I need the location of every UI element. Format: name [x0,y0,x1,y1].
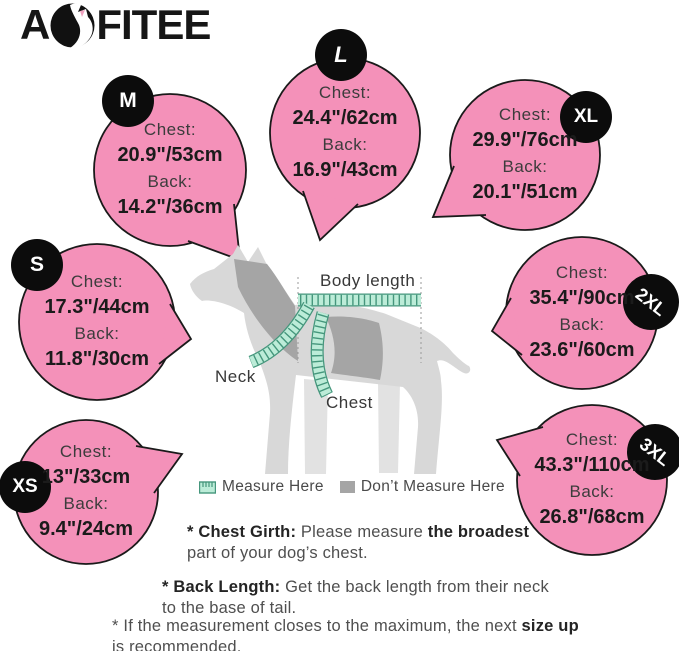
dont-measure-swatch-icon [340,481,355,493]
chest-label: Chest: [498,105,552,124]
note-text: * If the measurement closes to the maximum, the next [112,617,522,635]
note-back-length [162,577,550,619]
chest-label: Chest: [70,272,124,291]
back-value: 23.6"/60cm [529,339,635,361]
size-measurements [80,117,260,221]
back-label: Back: [63,494,109,513]
brand-text-before: A [20,1,50,48]
back-label: Back: [147,172,193,191]
chest-value: 29.9"/76cm [472,129,578,151]
legend-measure-label: Measure Here [222,478,324,495]
chest-label: Chest: [565,430,619,449]
chest-label: Chest: [143,120,197,139]
chest-value: 17.3"/44cm [44,296,150,318]
note-text: is recommended. [112,638,242,651]
chest-value: 35.4"/90cm [529,287,635,309]
back-label: Back: [502,157,548,176]
size-badge-label: L [334,42,348,67]
size-badge-label: 3XL [636,433,675,470]
back-value: 20.1"/51cm [472,181,578,203]
back-label: Back: [74,324,120,343]
back-value: 16.9"/43cm [292,159,398,181]
size-measurements [0,439,176,543]
back-label: Back: [569,482,615,501]
neck-label: Neck [215,367,256,386]
chest-value: 43.3"/110cm [534,454,650,476]
note-bold: * Back Length: [162,578,281,596]
note-bold: * Chest Girth: [187,523,297,541]
chest-label: Chest: [59,442,113,461]
back-label: Back: [559,315,605,334]
note-text: part of your dog’s chest. [187,544,368,562]
back-value: 14.2"/36cm [117,196,223,218]
size-badge-label: 2XL [632,283,671,320]
size-badge-label: M [119,89,137,112]
dog-far-hind-leg [378,381,400,473]
size-measurements [502,427,679,531]
back-label: Back: [322,135,368,154]
legend [199,478,505,496]
legend-dont-measure-label: Don’t Measure Here [360,478,505,495]
size-bubble-xs [0,392,186,592]
chest-label: Chest: [555,263,609,282]
chest-label: Chest: [318,83,372,102]
size-measurements [492,260,672,364]
chest-value: 24.4"/62cm [292,107,398,129]
size-measurements [255,80,435,184]
note-size-up [112,616,580,651]
dog-chest-zone [326,316,383,380]
size-badge-label: XS [12,476,38,497]
chest-value: 20.9"/53cm [117,144,223,166]
brand-text-after: FITEE [96,1,211,48]
note-bold: size up [521,617,579,635]
measure-tape-icon [199,481,216,494]
cat-head-icon [50,3,95,48]
size-badge-label: XL [573,106,599,127]
size-badge-label: S [29,253,44,276]
size-bubble-l [245,33,445,233]
size-measurements [435,102,615,206]
chest-value: 13"/33cm [41,466,131,488]
body-length-label: Body length [320,271,416,290]
chest-diagram-label: Chest [326,393,373,412]
size-badge [315,29,367,81]
note-bold: the broadest [427,523,530,541]
note-text: Please measure [296,523,428,541]
back-value: 11.8"/30cm [44,348,149,370]
size-measurements [7,269,187,373]
back-value: 26.8"/68cm [539,506,645,528]
back-value: 9.4"/24cm [39,518,133,540]
brand-logo [20,1,210,49]
note-chest-girth [187,522,539,564]
note-text: Get the back length from their neck to the base of tail. [162,578,549,617]
